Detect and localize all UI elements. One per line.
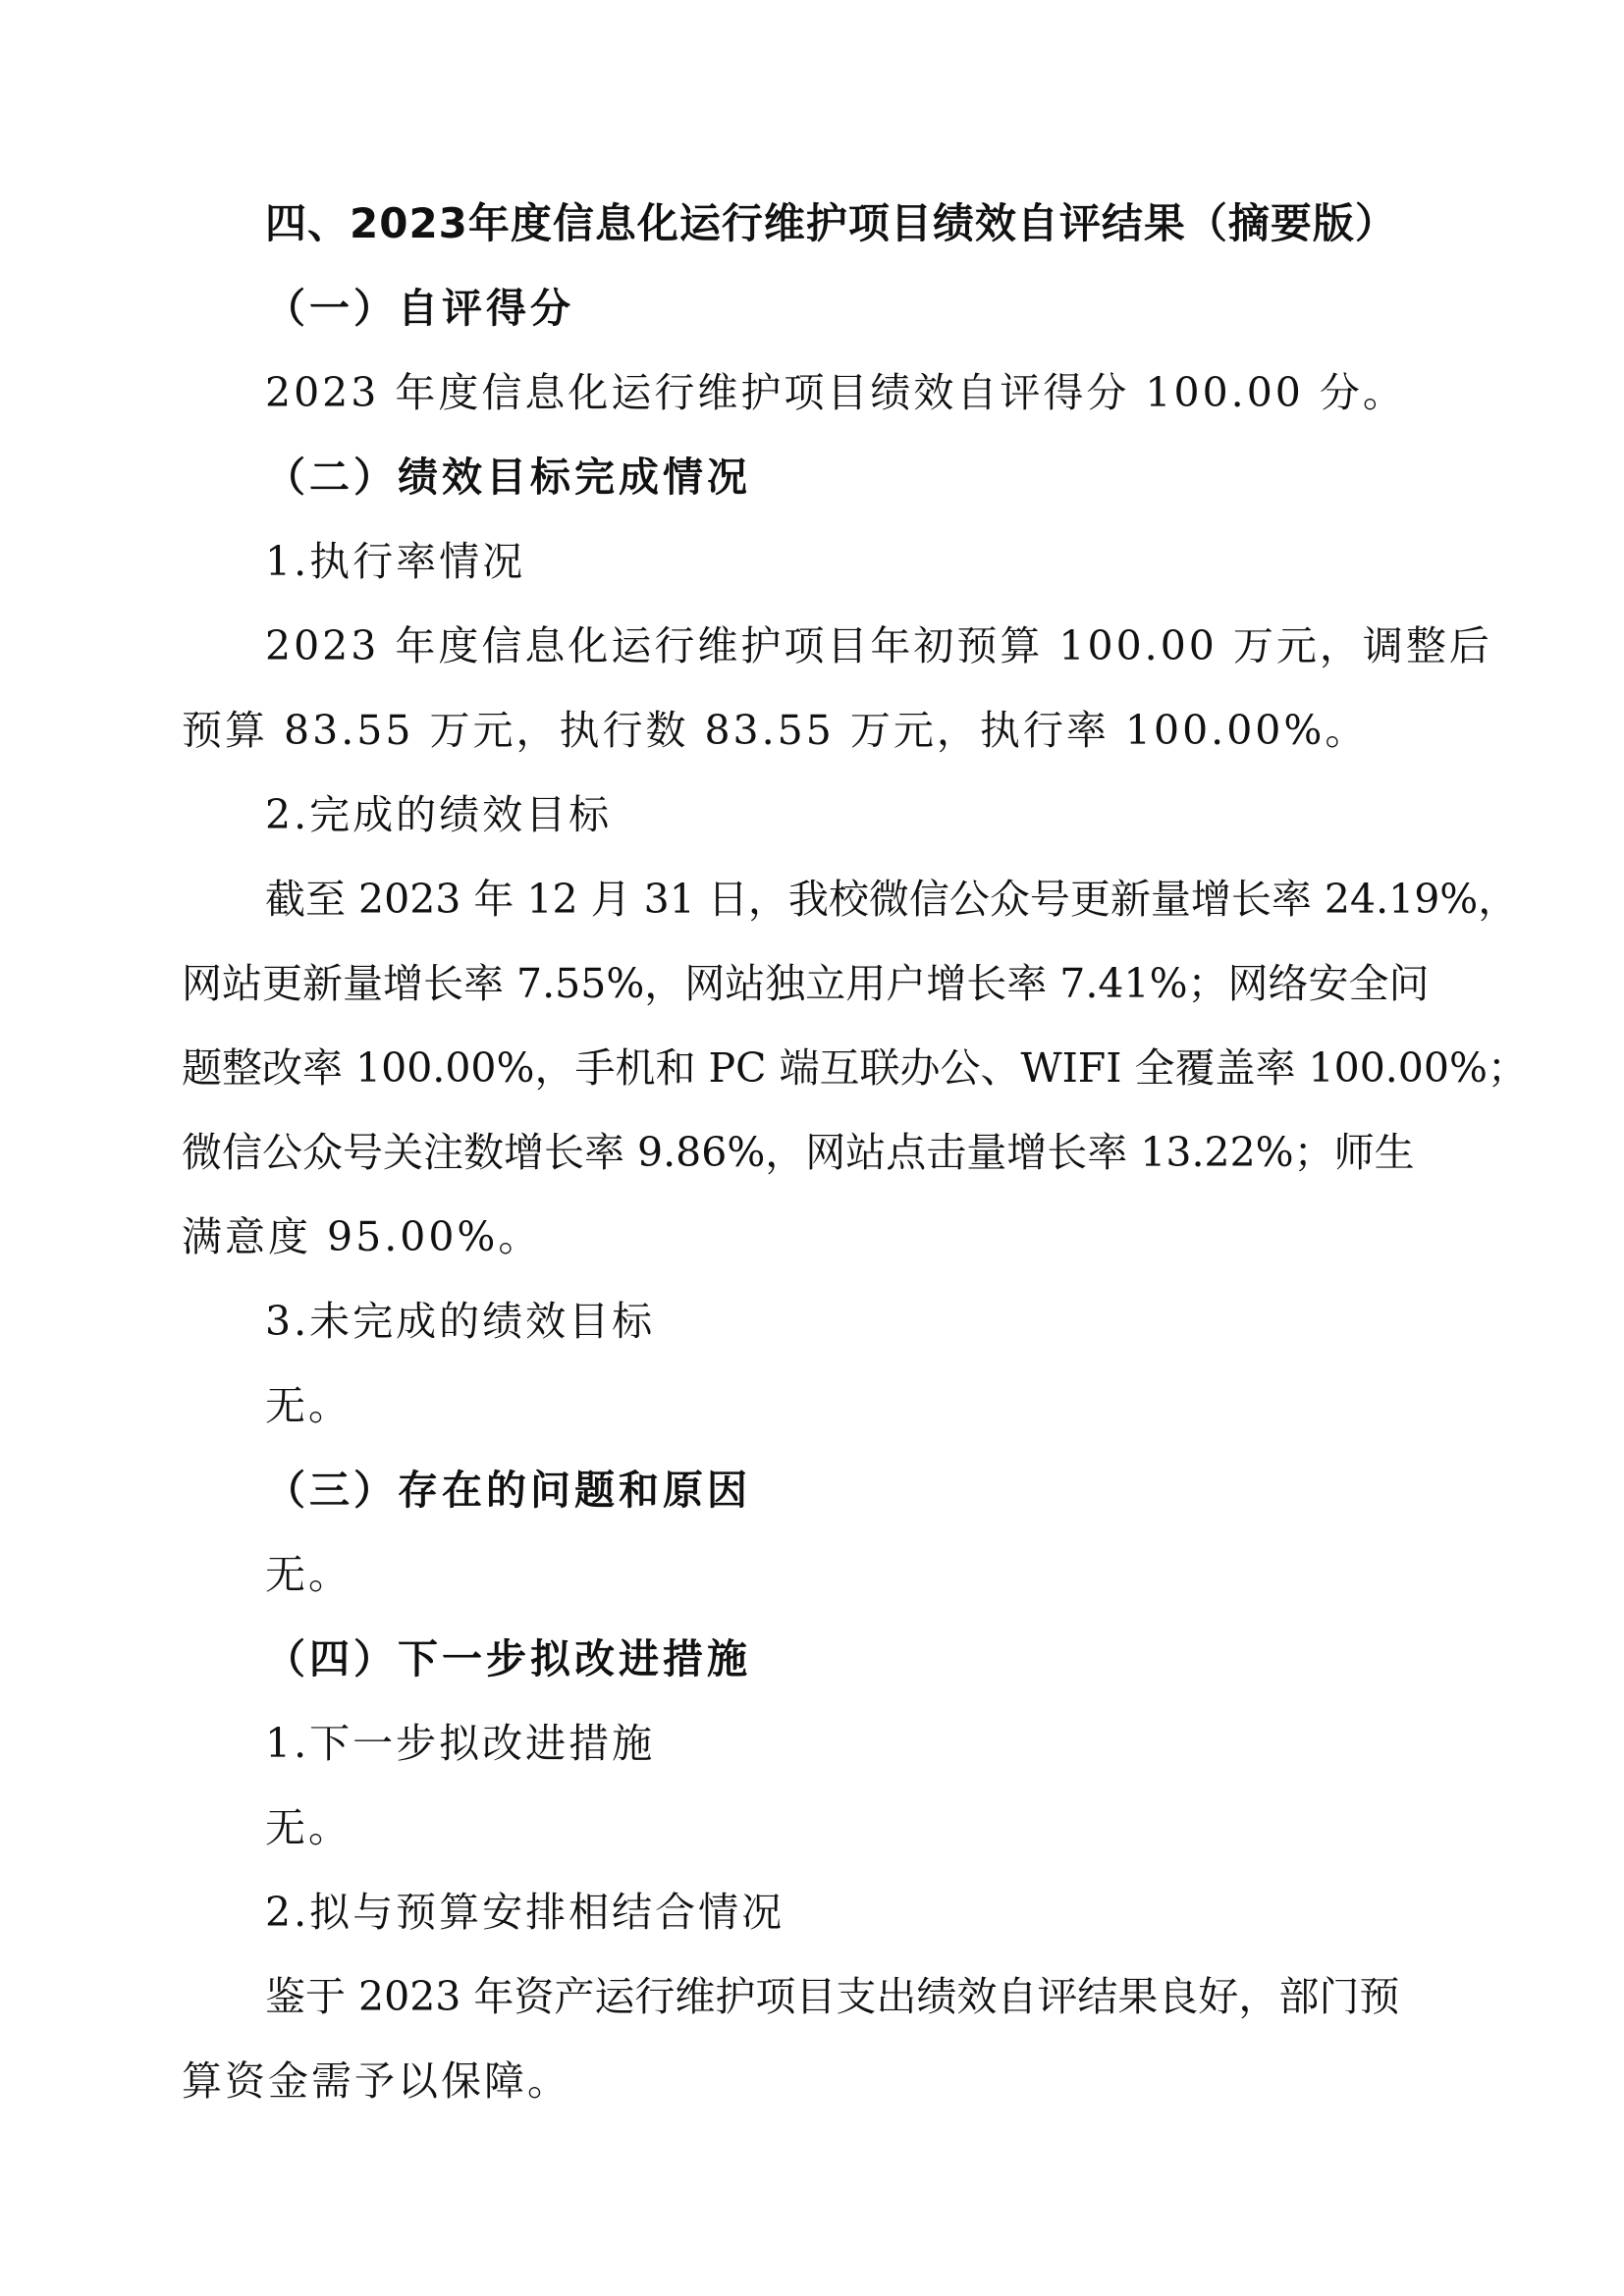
section-heading-next-steps: （四）下一步拟改进措施 <box>265 1635 751 1682</box>
subheading-improvement-measures: 1.下一步拟改进措施 <box>265 1720 656 1767</box>
subheading-execution-rate: 1.执行率情况 <box>265 538 526 585</box>
paragraph-completed-goals-line-1: 截至 2023 年 12 月 31 日，我校微信公众号更新量增长率 24.19%， <box>265 876 1519 923</box>
section-heading-problems: （三）存在的问题和原因 <box>265 1467 751 1514</box>
subheading-uncompleted-goals: 3.未完成的绩效目标 <box>265 1298 656 1345</box>
paragraph-problems: 无。 <box>265 1551 352 1598</box>
paragraph-uncompleted-goals: 无。 <box>265 1382 352 1429</box>
paragraph-budget-integration-line-2: 算资金需予以保障。 <box>182 2057 570 2105</box>
paragraph-execution-rate-line-1: 2023 年度信息化运行维护项目年初预算 100.00 万元，调整后 <box>265 622 1492 669</box>
paragraph-improvement-measures: 无。 <box>265 1804 352 1851</box>
subheading-completed-goals: 2.完成的绩效目标 <box>265 791 613 838</box>
document-title: 四、2023年度信息化运行维护项目绩效自评结果（摘要版） <box>265 199 1397 247</box>
section-heading-goals: （二）绩效目标完成情况 <box>265 454 751 501</box>
paragraph-completed-goals-line-3: 题整改率 100.00%，手机和 PC 端互联办公、WIFI 全覆盖率 100.00%； <box>182 1044 1528 1092</box>
paragraph-budget-integration-line-1: 鉴于 2023 年资产运行维护项目支出绩效自评结果良好，部门预 <box>265 1973 1400 2020</box>
paragraph-completed-goals-line-4: 微信公众号关注数增长率 9.86%，网站点击量增长率 13.22%；师生 <box>182 1129 1415 1176</box>
paragraph-completed-goals-line-5: 满意度 95.00%。 <box>182 1213 542 1260</box>
paragraph-execution-rate-line-2: 预算 83.55 万元，执行数 83.55 万元，执行率 100.00%。 <box>182 707 1369 754</box>
subheading-budget-integration: 2.拟与预算安排相结合情况 <box>265 1889 785 1936</box>
paragraph-score: 2023 年度信息化运行维护项目绩效自评得分 100.00 分。 <box>265 369 1406 416</box>
section-heading-score: （一）自评得分 <box>265 285 574 332</box>
paragraph-completed-goals-line-2: 网站更新量增长率 7.55%，网站独立用户增长率 7.41%；网络安全问 <box>182 960 1430 1007</box>
